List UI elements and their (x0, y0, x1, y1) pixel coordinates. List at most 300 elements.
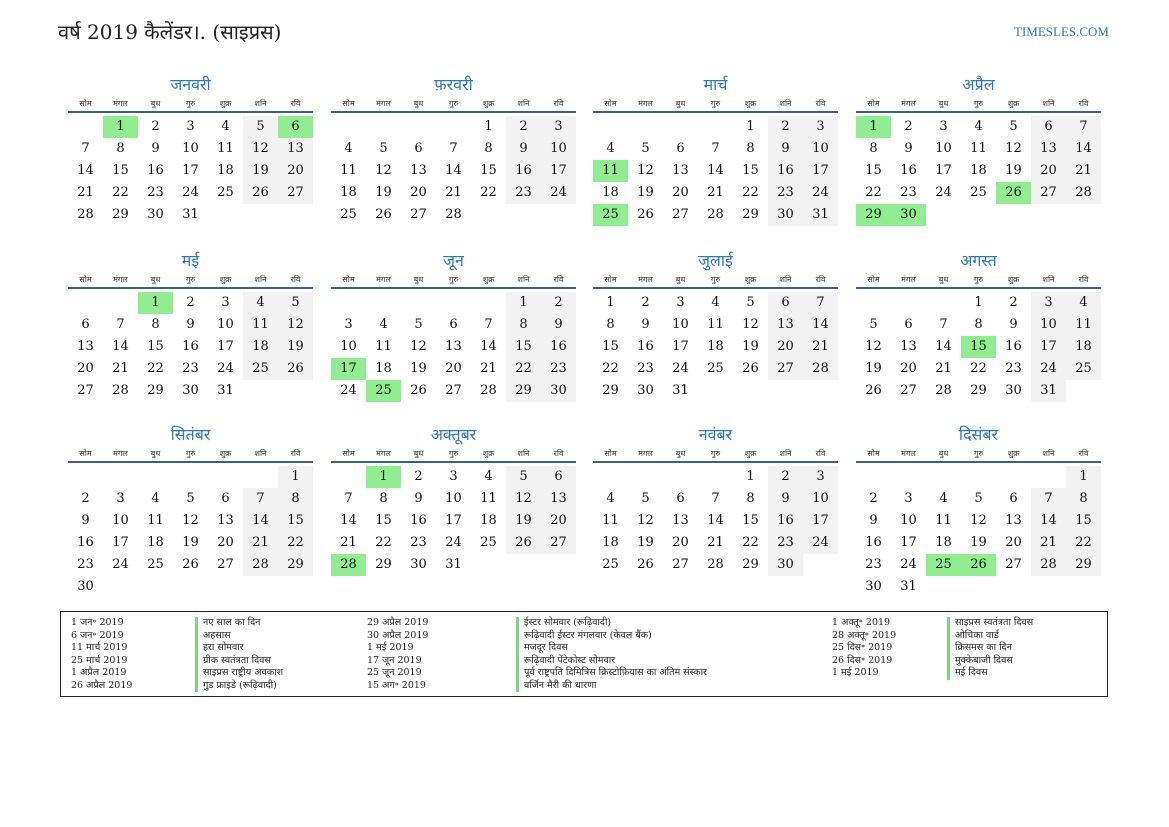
day-cell: 23 (865, 557, 882, 572)
day-cell: 17 (541, 160, 576, 182)
day-cell: 26 (410, 383, 427, 398)
day-cell: 10 (445, 491, 462, 506)
day-cell: 20 (410, 185, 427, 200)
empty-cell (243, 466, 278, 488)
weekday-label: बुध (150, 449, 161, 458)
day-cell: 2 (768, 116, 803, 138)
day-cell: 8 (746, 491, 755, 506)
day-cell: 4 (974, 119, 983, 134)
holiday-name: हरा सोमवार (195, 642, 244, 655)
day-cell: 5 (746, 295, 755, 310)
day-cell: 21 (340, 535, 357, 550)
day-cell: 2 (81, 491, 90, 506)
day-cell: 14 (445, 163, 462, 178)
day-grid (68, 466, 313, 598)
day-cell: 23 (77, 557, 94, 572)
weekday-label: गुरु (185, 99, 196, 108)
day-cell: 1 (103, 116, 138, 138)
day-cell: 13 (672, 513, 689, 528)
day-cell: 11 (375, 339, 392, 354)
day-cell: 25 (366, 380, 401, 402)
day-cell: 23 (768, 532, 803, 554)
day-cell: 6 (676, 141, 685, 156)
weekday-label: मंगल (638, 449, 653, 458)
weekday-label: शुक्र (482, 99, 495, 108)
day-cell: 4 (243, 292, 278, 314)
empty-cell (103, 466, 138, 488)
day-cell: 28 (707, 557, 724, 572)
day-cell: 14 (243, 510, 278, 532)
day-cell: 22 (147, 361, 164, 376)
weekday-label: गुरु (973, 275, 984, 284)
day-cell: 19 (865, 361, 882, 376)
empty-cell (436, 116, 471, 138)
day-cell: 14 (340, 513, 357, 528)
holiday-name: ओचिका वार्ड (947, 630, 999, 643)
day-cell: 16 (768, 160, 803, 182)
day-cell: 26 (961, 554, 996, 576)
day-cell: 16 (410, 513, 427, 528)
day-cell: 8 (278, 488, 313, 510)
day-cell: 19 (243, 160, 278, 182)
day-cell: 31 (900, 579, 917, 594)
day-cell: 9 (81, 513, 90, 528)
weekday-label: शुक्र (1007, 449, 1020, 458)
month-8 (856, 250, 1101, 402)
weekday-label: सोम (342, 99, 355, 108)
day-cell: 4 (344, 141, 353, 156)
day-cell: 27 (77, 383, 94, 398)
weekday-label: रवि (1078, 99, 1089, 108)
day-cell: 20 (672, 185, 689, 200)
weekday-label: सोम (79, 99, 92, 108)
day-cell: 11 (1066, 314, 1101, 336)
day-cell: 24 (340, 383, 357, 398)
day-cell: 25 (926, 554, 961, 576)
day-cell: 5 (506, 466, 541, 488)
day-cell: 11 (340, 163, 357, 178)
day-cell: 2 (414, 469, 423, 484)
day-cell: 8 (869, 141, 878, 156)
day-cell: 2 (186, 295, 195, 310)
day-cell: 30 (77, 579, 94, 594)
day-cell: 26 (637, 557, 654, 572)
day-cell: 22 (602, 361, 619, 376)
day-cell: 22 (970, 361, 987, 376)
day-cell: 26 (637, 207, 654, 222)
day-cell: 30 (1005, 383, 1022, 398)
day-cell: 13 (410, 163, 427, 178)
day-cell: 18 (217, 163, 234, 178)
day-cell: 24 (935, 185, 952, 200)
day-cell: 24 (541, 182, 576, 204)
day-cell: 10 (935, 141, 952, 156)
day-cell: 12 (506, 488, 541, 510)
holiday-date: 30 अप्रैल 2019 (367, 629, 429, 641)
day-cell: 18 (602, 185, 619, 200)
day-cell: 25 (480, 535, 497, 550)
day-cell: 8 (116, 141, 125, 156)
day-cell: 2 (151, 119, 160, 134)
day-cell: 21 (803, 336, 838, 358)
day-cell: 28 (243, 554, 278, 576)
day-cell: 31 (182, 207, 199, 222)
day-cell: 31 (217, 383, 234, 398)
day-cell: 27 (445, 383, 462, 398)
day-cell: 25 (340, 207, 357, 222)
day-cell: 20 (278, 160, 313, 182)
holiday-date: 15 अग॰ 2019 (367, 679, 426, 691)
empty-cell (366, 116, 401, 138)
day-cell: 12 (1005, 141, 1022, 156)
day-cell: 5 (186, 491, 195, 506)
weekday-label: रवि (290, 449, 301, 458)
day-cell: 14 (1066, 138, 1101, 160)
day-cell: 11 (593, 160, 628, 182)
month-12 (856, 424, 1101, 598)
day-cell: 2 (869, 491, 878, 506)
day-cell: 24 (900, 557, 917, 572)
month-name: जनवरी (170, 75, 211, 94)
day-cell: 23 (637, 361, 654, 376)
day-cell: 14 (77, 163, 94, 178)
weekday-label: शुक्र (744, 449, 757, 458)
day-cell: 30 (865, 579, 882, 594)
weekday-label: शनि (1042, 99, 1055, 108)
day-grid (856, 292, 1101, 402)
holiday-date: 1 मई 2019 (832, 667, 879, 678)
day-cell: 9 (768, 488, 803, 510)
weekday-label: बुध (675, 99, 686, 108)
day-cell: 8 (484, 141, 493, 156)
day-cell: 9 (904, 141, 913, 156)
day-grid (593, 466, 838, 576)
weekday-label: गुरु (448, 275, 459, 284)
day-cell: 1 (278, 466, 313, 488)
day-cell: 23 (506, 182, 541, 204)
holiday-name: मजदूर दिवस (516, 642, 568, 655)
weekday-label: रवि (553, 449, 564, 458)
empty-cell (436, 292, 471, 314)
day-cell: 7 (344, 491, 353, 506)
day-cell: 12 (970, 513, 987, 528)
day-cell: 27 (672, 207, 689, 222)
day-cell: 6 (1009, 491, 1018, 506)
day-cell: 12 (742, 317, 759, 332)
day-cell: 22 (278, 532, 313, 554)
holiday-date: 6 जन॰ 2019 (71, 629, 124, 641)
day-cell: 1 (746, 469, 755, 484)
day-cell: 3 (904, 491, 913, 506)
day-cell: 17 (1031, 336, 1066, 358)
day-cell: 17 (672, 339, 689, 354)
day-cell: 5 (414, 317, 423, 332)
day-cell: 16 (147, 163, 164, 178)
holiday-date: 28 अक्तू॰ 2019 (832, 629, 897, 641)
day-cell: 29 (506, 380, 541, 402)
weekday-label: मंगल (113, 449, 128, 458)
day-cell: 25 (217, 185, 234, 200)
day-cell: 30 (410, 557, 427, 572)
day-cell: 11 (602, 513, 619, 528)
day-cell: 29 (1066, 554, 1101, 576)
day-cell: 19 (410, 361, 427, 376)
day-cell: 9 (869, 513, 878, 528)
holiday-date: 25 मार्च 2019 (71, 654, 128, 666)
day-cell: 4 (484, 469, 493, 484)
day-cell: 27 (1031, 182, 1066, 204)
weekday-label: बुध (413, 275, 424, 284)
day-cell: 17 (112, 535, 129, 550)
weekday-label: शनि (254, 275, 267, 284)
day-cell: 11 (970, 141, 987, 156)
day-cell: 21 (480, 361, 497, 376)
day-cell: 3 (541, 116, 576, 138)
empty-cell (698, 116, 733, 138)
weekday-header (331, 96, 576, 113)
day-cell: 16 (865, 535, 882, 550)
day-cell: 16 (900, 163, 917, 178)
day-cell: 9 (506, 138, 541, 160)
day-cell: 28 (77, 207, 94, 222)
day-cell: 26 (182, 557, 199, 572)
site-link[interactable]: TIMESLES.COM (1014, 24, 1109, 39)
day-cell: 27 (672, 557, 689, 572)
day-cell: 4 (379, 317, 388, 332)
weekday-label: मंगल (901, 449, 916, 458)
month-name: अगस्त (960, 251, 997, 270)
day-cell: 12 (182, 513, 199, 528)
day-cell: 26 (506, 532, 541, 554)
day-cell: 24 (217, 361, 234, 376)
day-cell: 10 (803, 488, 838, 510)
day-cell: 30 (637, 383, 654, 398)
weekday-label: शुक्र (482, 275, 495, 284)
weekday-label: मंगल (901, 275, 916, 284)
day-cell: 15 (375, 513, 392, 528)
day-cell: 14 (803, 314, 838, 336)
day-cell: 14 (480, 339, 497, 354)
day-cell: 14 (112, 339, 129, 354)
day-cell: 11 (217, 141, 234, 156)
day-cell: 15 (112, 163, 129, 178)
day-cell: 21 (707, 535, 724, 550)
weekday-label: सोम (867, 99, 880, 108)
weekday-label: मंगल (376, 449, 391, 458)
day-cell: 3 (221, 295, 230, 310)
day-cell: 10 (803, 138, 838, 160)
weekday-header (593, 96, 838, 113)
holiday-name: रूढ़िवादी पेंटेकोस्ट सोमवार (516, 655, 615, 668)
day-cell: 24 (803, 532, 838, 554)
weekday-label: बुध (150, 99, 161, 108)
day-cell: 20 (541, 510, 576, 532)
weekday-label: शुक्र (1007, 99, 1020, 108)
weekday-label: मंगल (376, 99, 391, 108)
day-cell: 7 (1066, 116, 1101, 138)
day-cell: 16 (77, 535, 94, 550)
day-cell: 11 (147, 513, 164, 528)
weekday-header (331, 446, 576, 463)
day-cell: 19 (637, 535, 654, 550)
holiday-date: 25 दिस॰ 2019 (832, 642, 893, 653)
day-cell: 21 (445, 185, 462, 200)
day-cell: 1 (484, 119, 493, 134)
day-cell: 18 (147, 535, 164, 550)
empty-cell (698, 466, 733, 488)
weekday-label: रवि (815, 449, 826, 458)
holiday-date: 1 अक्तू॰ 2019 (832, 617, 891, 628)
day-grid (856, 116, 1101, 226)
day-cell: 7 (803, 292, 838, 314)
weekday-label: बुध (675, 449, 686, 458)
day-cell: 16 (1005, 339, 1022, 354)
day-cell: 28 (1066, 182, 1101, 204)
day-cell: 4 (606, 141, 615, 156)
month-name: मई (181, 251, 200, 270)
day-cell: 28 (445, 207, 462, 222)
weekday-header (68, 96, 313, 113)
weekday-label: शुक्र (219, 449, 232, 458)
day-cell: 15 (742, 513, 759, 528)
day-cell: 9 (186, 317, 195, 332)
day-cell: 3 (803, 466, 838, 488)
empty-cell (926, 292, 961, 314)
day-cell: 17 (445, 513, 462, 528)
day-cell: 7 (116, 317, 125, 332)
weekday-label: सोम (867, 449, 880, 458)
day-cell: 11 (707, 317, 724, 332)
month-1 (68, 74, 313, 226)
empty-cell (628, 466, 663, 488)
day-cell: 1 (366, 466, 401, 488)
holiday-name: रूढ़िवादी ईस्टर मंगलवार (केवल बैंक) (516, 630, 652, 643)
weekday-label: सोम (867, 275, 880, 284)
day-cell: 2 (768, 466, 803, 488)
holiday-name: वर्जिन मैरी की धारणा (516, 680, 596, 693)
day-cell: 31 (672, 383, 689, 398)
empty-cell (68, 466, 103, 488)
day-cell: 17 (331, 358, 366, 380)
weekday-header (856, 96, 1101, 113)
day-cell: 3 (803, 116, 838, 138)
day-cell: 16 (768, 510, 803, 532)
day-cell: 21 (707, 185, 724, 200)
weekday-label: गुरु (710, 449, 721, 458)
day-cell: 9 (541, 314, 576, 336)
day-cell: 3 (1031, 292, 1066, 314)
empty-cell (663, 116, 698, 138)
empty-cell (68, 116, 103, 138)
day-cell: 22 (742, 185, 759, 200)
day-cell: 19 (742, 339, 759, 354)
day-cell: 20 (768, 336, 803, 358)
day-cell: 24 (112, 557, 129, 572)
day-cell: 18 (970, 163, 987, 178)
weekday-label: गुरु (185, 449, 196, 458)
day-cell: 18 (243, 336, 278, 358)
empty-cell (331, 292, 366, 314)
day-cell: 27 (768, 358, 803, 380)
holiday-name: ग्रीक स्वतंत्रता दिवस (195, 655, 271, 668)
holiday-date: 26 अप्रैल 2019 (71, 679, 133, 691)
weekday-label: शनि (1042, 449, 1055, 458)
day-cell: 22 (112, 185, 129, 200)
day-cell: 28 (707, 207, 724, 222)
day-cell: 25 (593, 204, 628, 226)
day-cell: 4 (221, 119, 230, 134)
day-cell: 7 (711, 141, 720, 156)
page-title: वर्ष 2019 कैलेंडर।. (साइप्रस) (58, 20, 282, 44)
day-cell: 10 (900, 513, 917, 528)
day-cell: 17 (217, 339, 234, 354)
day-cell: 4 (711, 295, 720, 310)
day-cell: 7 (449, 141, 458, 156)
day-cell: 15 (865, 163, 882, 178)
day-cell: 26 (243, 182, 278, 204)
day-cell: 10 (340, 339, 357, 354)
day-cell: 29 (602, 383, 619, 398)
weekday-label: बुध (938, 449, 949, 458)
day-cell: 29 (278, 554, 313, 576)
weekday-label: शनि (517, 449, 530, 458)
day-cell: 26 (742, 361, 759, 376)
day-cell: 18 (602, 535, 619, 550)
day-cell: 27 (1005, 557, 1022, 572)
day-cell: 14 (1031, 510, 1066, 532)
day-cell: 16 (541, 336, 576, 358)
day-cell: 23 (768, 182, 803, 204)
day-cell: 5 (869, 317, 878, 332)
holiday-name: अहसास (195, 630, 231, 643)
weekday-label: मंगल (638, 99, 653, 108)
day-cell: 28 (1031, 554, 1066, 576)
day-cell: 21 (1066, 160, 1101, 182)
day-cell: 1 (856, 116, 891, 138)
day-grid (68, 292, 313, 402)
holiday-name: साइप्रस स्वतंत्रता दिवस (947, 617, 1033, 630)
weekday-label: सोम (604, 275, 617, 284)
empty-cell (891, 466, 926, 488)
day-cell: 6 (904, 317, 913, 332)
weekday-label: मंगल (113, 275, 128, 284)
day-cell: 27 (278, 182, 313, 204)
weekday-label: रवि (1078, 275, 1089, 284)
day-cell: 24 (1031, 358, 1066, 380)
weekday-label: रवि (815, 275, 826, 284)
day-cell: 12 (865, 339, 882, 354)
day-cell: 3 (676, 295, 685, 310)
empty-cell (366, 292, 401, 314)
day-cell: 16 (506, 160, 541, 182)
weekday-label: मंगल (376, 275, 391, 284)
day-cell: 17 (182, 163, 199, 178)
day-cell: 25 (243, 358, 278, 380)
weekday-label: गुरु (710, 275, 721, 284)
day-cell: 3 (449, 469, 458, 484)
month-2 (331, 74, 576, 226)
day-cell: 28 (935, 383, 952, 398)
day-cell: 1 (746, 119, 755, 134)
day-cell: 19 (970, 535, 987, 550)
day-cell: 26 (375, 207, 392, 222)
day-cell: 30 (182, 383, 199, 398)
weekday-label: रवि (290, 99, 301, 108)
day-cell: 3 (186, 119, 195, 134)
day-cell: 22 (375, 535, 392, 550)
holiday-name: साइप्रस राष्ट्रीय अवकाश (195, 667, 283, 680)
day-cell: 27 (410, 207, 427, 222)
